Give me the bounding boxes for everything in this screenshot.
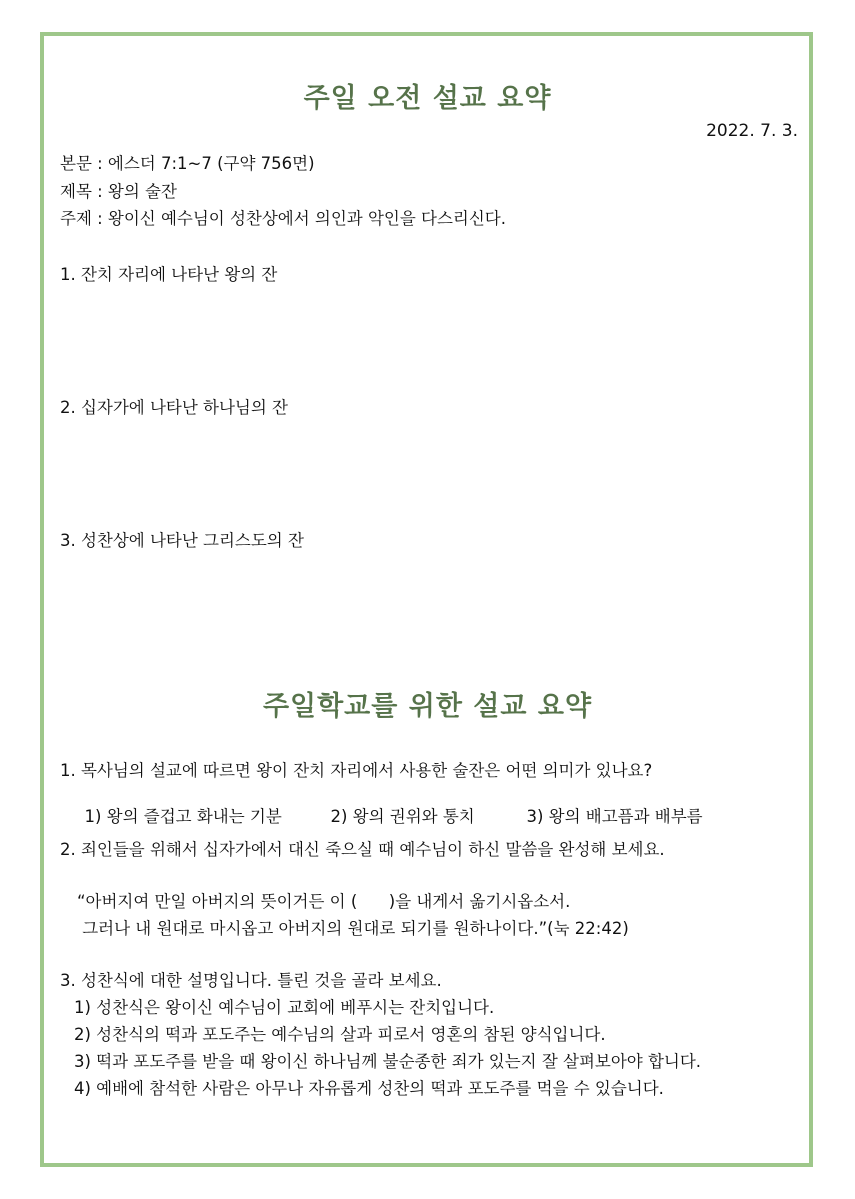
- q3-option-4: 4) 예배에 참석한 사람은 아무나 자유롭게 성찬의 떡과 포도주를 먹을 수 있습니다.: [74, 1079, 664, 1098]
- q2-question: 2. 죄인들을 위해서 십자가에서 대신 죽으실 때 예수님이 하신 말씀을 완성해 보세요.: [60, 840, 665, 859]
- q1-option-3: 3) 왕의 배고픔과 배부름: [526, 807, 703, 826]
- q1-option-1: 1) 왕의 즐겁고 화내는 기분: [84, 807, 282, 826]
- sermon-theme: 주제 : 왕이신 예수님이 성찬상에서 의인과 악인을 다스리신다.: [60, 209, 506, 228]
- q1-options: [74, 784, 703, 827]
- q2-quote-line-2: 그러나 내 원대로 마시옵고 아버지의 원대로 되기를 원하나이다.”(눅 22:42): [77, 919, 629, 938]
- school-title: 주일학교를 위한 설교 요약: [262, 691, 593, 722]
- sermon-passage: 본문 : 에스더 7:1~7 (구약 756면): [60, 154, 315, 173]
- q2-quote-line-1: “아버지여 만일 아버지의 뜻이거든 이 ( )을 내게서 옮기시옵소서.: [77, 892, 571, 911]
- q3-option-3: 3) 떡과 포도주를 받을 때 왕이신 하나님께 불순종한 죄가 있는지 잘 살펴보아야 합니다.: [74, 1052, 702, 1071]
- q3-option-2: 2) 성찬식의 떡과 포도주는 예수님의 살과 피로서 영혼의 참된 양식입니다.: [74, 1025, 606, 1044]
- q1-option-2: 2) 왕의 권위와 통치: [330, 807, 475, 826]
- q1-question: 1. 목사님의 설교에 따르면 왕이 잔치 자리에서 사용한 술잔은 어떤 의미가 있나요?: [60, 761, 653, 780]
- sermon-point-1: 1. 잔치 자리에 나타난 왕의 잔: [60, 265, 278, 284]
- sermon-title: 주일 오전 설교 요약: [303, 83, 552, 114]
- sermon-point-2: 2. 십자가에 나타난 하나님의 잔: [60, 398, 288, 417]
- sermon-subject: 제목 : 왕의 술잔: [60, 182, 177, 201]
- sermon-point-3: 3. 성찬상에 나타난 그리스도의 잔: [60, 531, 304, 550]
- sermon-date: 2022. 7. 3.: [706, 121, 798, 141]
- q3-option-1: 1) 성찬식은 왕이신 예수님이 교회에 베푸시는 잔치입니다.: [74, 998, 495, 1017]
- q3-question: 3. 성찬식에 대한 설명입니다. 틀린 것을 골라 보세요.: [60, 971, 442, 990]
